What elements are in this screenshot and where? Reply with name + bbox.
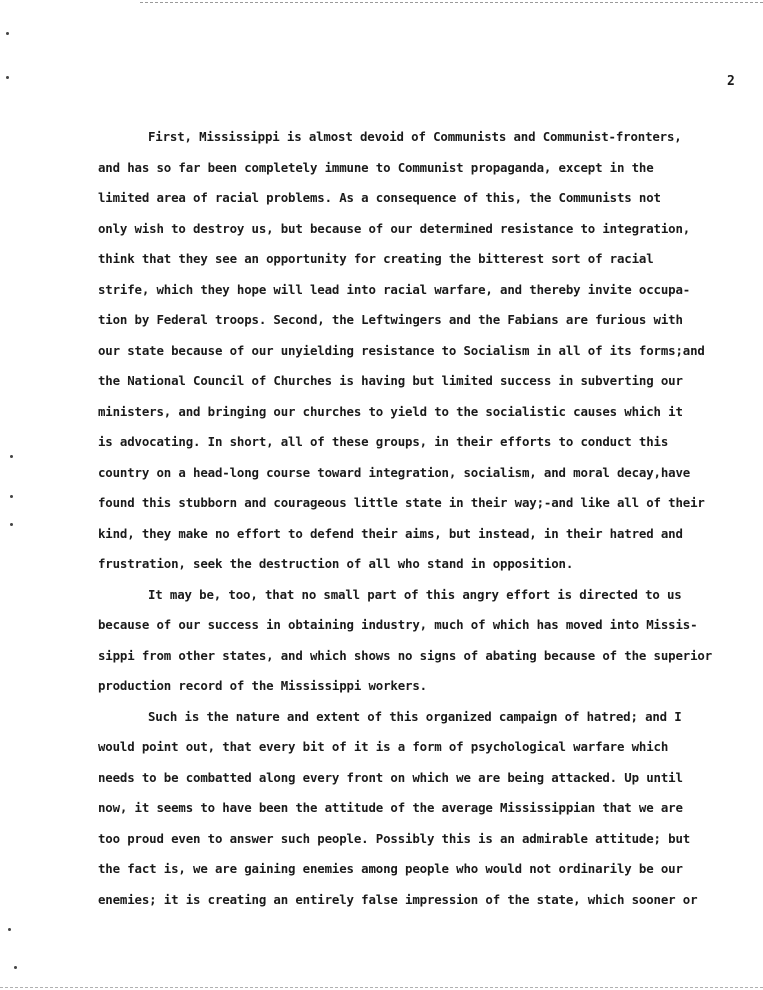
text-line: the National Council of Churches is having but limited success in subverting our [98, 373, 683, 388]
scan-speck [14, 966, 17, 969]
text-line: ministers, and bringing our churches to yield to the socialistic causes which it [98, 403, 683, 419]
text-line: frustration, seek the destruction of all who stand in opposition. [98, 556, 574, 571]
page-number: 2 [727, 74, 735, 89]
text-line: found this stubborn and courageous little state in their way;-and like all of their [98, 495, 705, 510]
scan-speck [6, 76, 9, 79]
text-line: our state because of our unyielding resistance to Socialism in all of its forms;and [98, 342, 705, 358]
text-line: enemies; it is creating an entirely false impression of the state, which sooner or [98, 891, 698, 907]
scan-speck [6, 32, 9, 35]
scan-speck [10, 495, 13, 498]
text-line: tion by Federal troops. Second, the Leftwingers and the Fabians are furious with [98, 312, 683, 327]
text-line: too proud even to answer such people. Possibly this is an admirable attitude; but [98, 830, 691, 846]
text-line: now, it seems to have been the attitude of the average Mississippian that we are [98, 800, 683, 815]
text-line: Such is the nature and extent of this organized campaign of hatred; and I [148, 708, 682, 724]
top-scan-edge [140, 2, 763, 3]
text-line: think that they see an opportunity for creating the bitterest sort of racial [98, 251, 654, 266]
text-line: limited area of racial problems. As a consequence of this, the Communists not [98, 190, 661, 205]
text-line: would point out, that every bit of it is a form of psychological warfare which [98, 739, 669, 754]
text-line: needs to be combatted along every front on which we are being attacked. Up until [98, 769, 683, 785]
scan-speck [10, 455, 13, 458]
bottom-scan-edge [0, 987, 763, 988]
text-line: production record of the Mississippi workers. [98, 678, 427, 693]
scan-speck [8, 928, 11, 931]
text-line: It may be, too, that no small part of this angry effort is directed to us [148, 586, 682, 602]
scan-speck [10, 523, 13, 526]
body-text [98, 122, 738, 915]
text-line: because of our success in obtaining industry, much of which has moved into Missis- [98, 617, 698, 632]
text-line: sippi from other states, and which shows no signs of abating because of the superior [98, 647, 713, 663]
text-line: kind, they make no effort to defend their aims, but instead, in their hatred and [98, 525, 683, 541]
text-line: strife, which they hope will lead into racial warfare, and thereby invite occupa- [98, 281, 691, 297]
text-line: is advocating. In short, all of these groups, in their efforts to conduct this [98, 434, 669, 449]
text-line: only wish to destroy us, but because of our determined resistance to integration, [98, 220, 691, 236]
text-line: the fact is, we are gaining enemies among people who would not ordinarily be our [98, 861, 683, 876]
text-line: and has so far been completely immune to Communist propaganda, except in the [98, 159, 654, 175]
text-line: First, Mississippi is almost devoid of Communists and Communist-fronters, [148, 129, 682, 144]
text-line: country on a head-long course toward integration, socialism, and moral decay,have [98, 464, 691, 480]
